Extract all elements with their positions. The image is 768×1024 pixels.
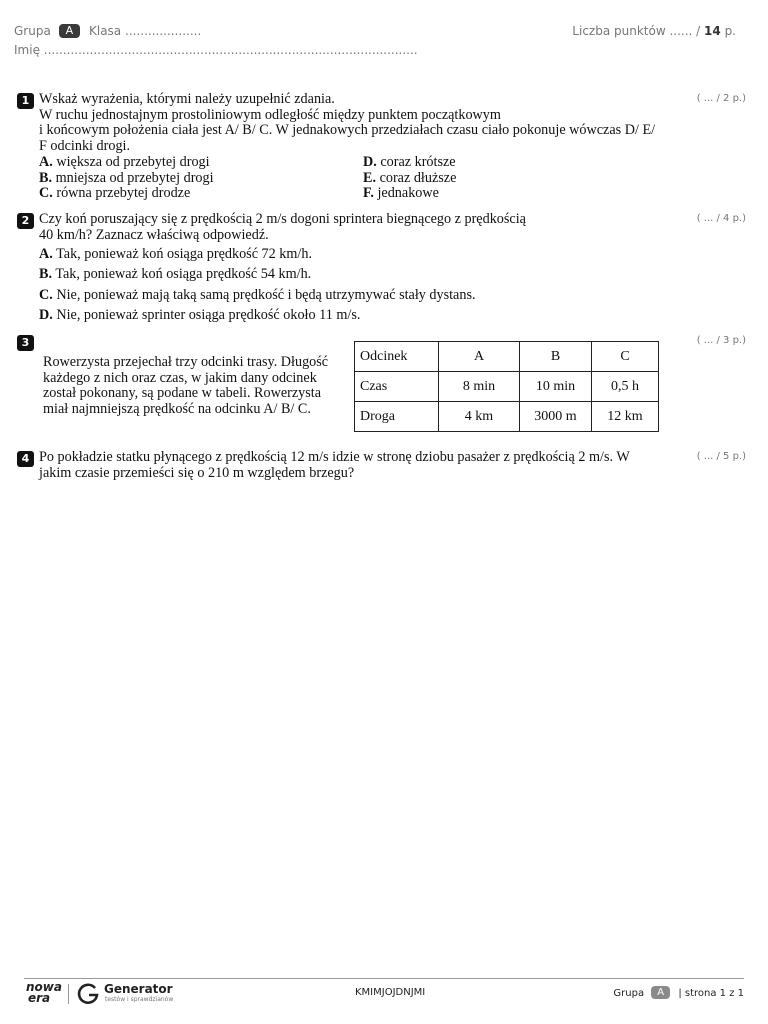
question-1-options-right [363,155,456,202]
nowa-era-logo: nowa era [26,980,62,1005]
table-cell: 10 min [520,372,592,402]
option-2c[interactable]: C. Nie, ponieważ mają taką samą prędkość i będą utrzymywać stały dystans. [39,287,476,303]
option-1e[interactable]: E. coraz dłuższe [363,169,457,186]
generator-logo-icon [76,982,100,1006]
table-row [355,402,659,432]
question-3-line: miał najmniejszą prędkość na odcinku A/ B/ C. [43,400,311,417]
question-points-4: ( ... / 5 p.) [696,451,746,462]
question-3-line: Rowerzysta przejechał trzy odcinki trasy. Długość [43,354,329,370]
footer-grupa-badge: A [651,986,670,999]
question-1-line: i końcowym położenia ciała jest A/ B/ C. W jednakowych przedziałach czasu ciało pokonuje wówczas D/ E/ [39,122,656,139]
option-1a[interactable]: A. większa od przebytej drogi [39,154,210,170]
score-row [572,24,736,38]
option-2b[interactable]: B. Tak, ponieważ koń osiąga prędkość 54 km/h. [39,266,312,282]
question-points-2: ( ... / 4 p.) [696,213,746,224]
question-1-line: W ruchu jednostajnym prostoliniowym odległość między punktem początkowym [39,106,501,123]
question-2-line: Czy koń poruszający się z prędkością 2 m/s dogoni sprintera biegnącego z prędkością [39,211,526,227]
question-1-text [39,92,655,154]
score-unit: p. [724,24,736,38]
grupa-label: Grupa [14,24,51,38]
option-1c[interactable]: C. równa przebytej drodze [39,185,191,202]
speed-table [354,341,659,432]
grupa-row [14,24,201,38]
table-cell: Czas [355,372,439,402]
table-cell: A [439,342,520,372]
page-indicator [613,986,744,999]
grupa-badge: A [59,24,81,38]
score-label: Liczba punktów ...... / [572,24,701,38]
imie-row [14,43,418,57]
question-points-3: ( ... / 3 p.) [696,335,746,346]
question-number-1: 1 [17,93,34,109]
table-cell: 0,5 h [592,372,659,402]
question-4-line: Po pokładzie statku płynącego z prędkością 12 m/s idzie w stronę dziobu pasażer z prędkością 2 m/s. W [39,449,630,465]
table-cell: C [592,342,659,372]
question-4-line: jakim czasie przemieści się o 210 m względem brzegu? [39,464,355,481]
table-cell: 8 min [439,372,520,402]
option-2a[interactable]: A. Tak, ponieważ koń osiąga prędkość 72 km/h. [39,246,312,262]
footer-grupa-label: Grupa [613,988,645,999]
question-number-2: 2 [17,213,34,229]
table-cell: 4 km [439,402,520,432]
score-total: 14 [704,24,721,38]
question-points-1: ( ... / 2 p.) [696,93,746,104]
table-cell: 12 km [592,402,659,432]
table-cell: 3000 m [520,402,592,432]
klasa-field[interactable]: .................... [125,24,202,38]
question-1-options-left [39,155,214,202]
test-code: KMIMJOJDNJMI [355,987,426,998]
option-2d[interactable]: D. Nie, ponieważ sprinter osiąga prędkość około 11 m/s. [39,307,361,323]
question-3-line: każdego z nich oraz czas, w jakim dany odcinek [43,369,317,386]
question-3-text [43,355,328,417]
option-1b[interactable]: B. mniejsza od przebytej drogi [39,169,214,186]
option-1d[interactable]: D. coraz krótsze [363,154,456,170]
logo-separator [68,984,69,1004]
table-row [355,372,659,402]
question-number-3: 3 [17,335,34,351]
generator-title: Generator [104,982,173,996]
klasa-label: Klasa [89,24,122,38]
question-1-line: F odcinki drogi. [39,137,131,154]
table-cell: B [520,342,592,372]
table-cell: Droga [355,402,439,432]
question-3-line: został pokonany, są podane w tabeli. Rowerzysta [43,385,322,402]
imie-label: Imię [14,43,40,57]
question-2-line: 40 km/h? Zaznacz właściwą odpowiedź. [39,226,269,243]
question-2-text [39,212,526,243]
page-number: | strona 1 z 1 [678,988,744,999]
table-cell: Odcinek [355,342,439,372]
question-1-line: Wskaż wyrażenia, którymi należy uzupełnić zdania. [39,91,335,107]
table-header-row [355,342,659,372]
generator-subtitle: testów i sprawdzianów [105,996,174,1003]
imie-field[interactable]: .................................................................................................. [43,43,418,57]
question-4-text [39,450,630,481]
question-number-4: 4 [17,451,34,467]
option-1f[interactable]: F. jednakowe [363,185,439,202]
footer-divider [24,978,744,979]
